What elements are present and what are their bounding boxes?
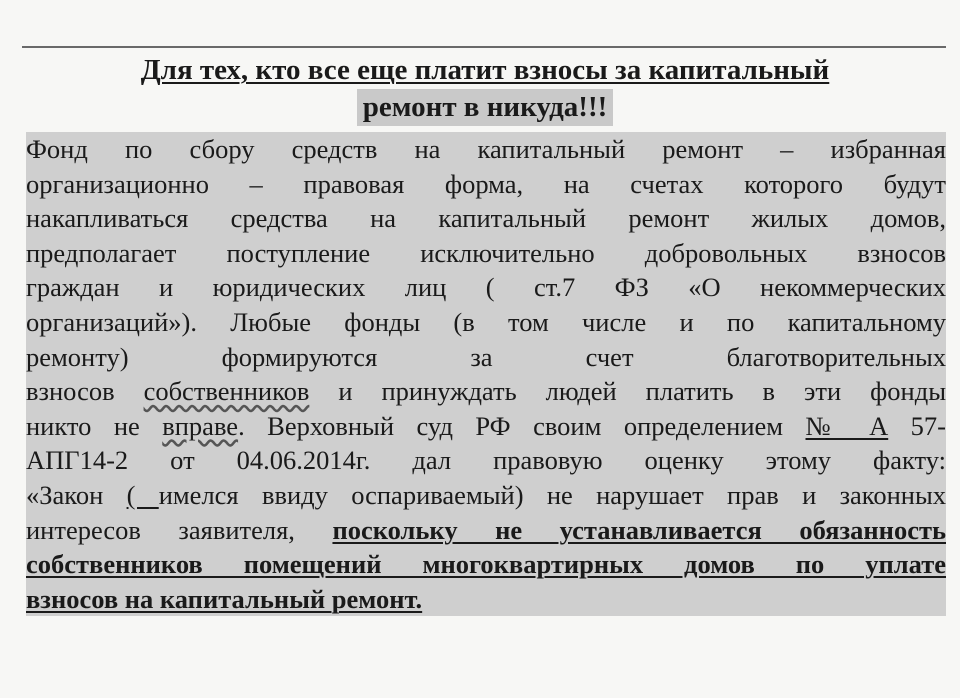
body-line-8-a: взносов [26, 376, 144, 407]
emphasis-line-13: собственников помещений многоквартирных домов по уплате [26, 549, 946, 580]
spellcheck-word-owners: собственников [143, 376, 310, 407]
body-line-9 [26, 409, 946, 444]
body-line-11-paren: ( [126, 479, 159, 510]
body-line-6: организаций»). Любые фонды (в том числе и по капитальному [26, 306, 946, 337]
body-line-4: предполагает поступление исключительно добровольных взносов [26, 237, 946, 268]
body-line-3: накапливаться средства на капитальный ремонт жилых домов, [26, 203, 946, 234]
body-line-2: организационно – правовая форма, на счетах которого будут [26, 168, 946, 199]
body-line-10: АПГ14-2 от 04.06.2014г. дал правовую оценку этому факту: [26, 445, 946, 476]
body-line-9-e: 57- [888, 410, 946, 441]
body-line-11 [26, 478, 946, 513]
title-line-2: ремонт в никуда!!! [357, 89, 614, 126]
body-line-11-c: имелся ввиду оспариваемый) не нарушает прав и законных [158, 479, 946, 510]
body-line-1: Фонд по сбору средств на капитальный ремонт – избранная [26, 134, 946, 164]
body-line-12-a: интересов заявителя, [26, 514, 333, 545]
ruling-number: № А [805, 410, 889, 441]
document-title [20, 52, 950, 126]
top-rule [22, 46, 946, 48]
body-line-8 [26, 374, 946, 409]
body-line-9-c: . Верховный суд РФ своим определением [238, 410, 806, 441]
body-text [26, 132, 946, 616]
body-line-12 [26, 513, 946, 548]
spellcheck-word-entitled: вправе [162, 410, 239, 441]
body-line-7: ремонту) формируются за счет благотворительных [26, 341, 946, 372]
title-line-1: Для тех, кто все еще платит взносы за капитальный [140, 54, 830, 86]
body-line-9-a: никто не [26, 410, 163, 441]
emphasis-line-12: поскольку не устанавливается обязанность [332, 514, 946, 545]
body-line-5: граждан и юридических лиц ( ст.7 ФЗ «О некоммерческих [26, 272, 946, 303]
emphasis-line-14: взносов на капитальный ремонт. [26, 583, 423, 614]
body-line-8-c: и принуждать людей платить в эти фонды [309, 376, 946, 407]
body-line-11-a: «Закон [26, 479, 127, 510]
